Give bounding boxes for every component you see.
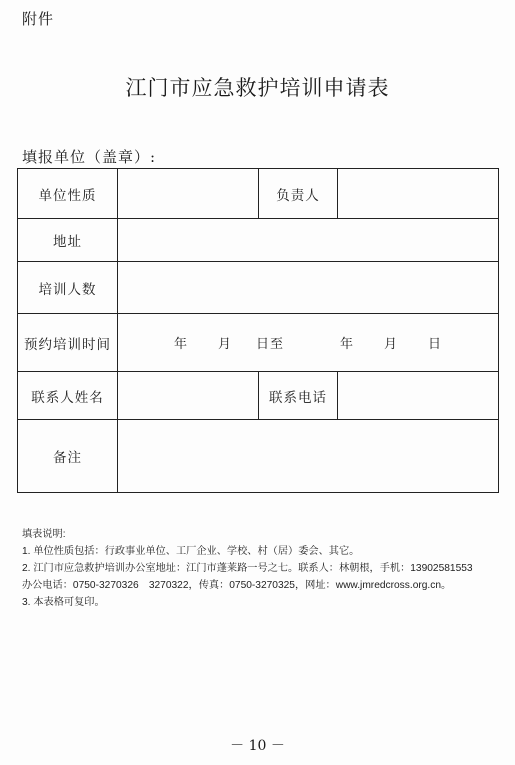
schedule-day-start-to: 日至 [255, 337, 284, 352]
contact-phone-field[interactable] [338, 372, 499, 420]
schedule-year-end: 年 [340, 337, 355, 352]
schedule-month-start: 月 [217, 337, 232, 352]
attachment-label: 附件 [22, 10, 55, 28]
notes-line-1: 1. 单位性质包括：行政事业单位、工厂企业、学校、村（居）委会、其它。 [22, 546, 360, 557]
schedule-year-start: 年 [173, 337, 188, 352]
address-field[interactable] [118, 219, 499, 262]
notes-line-3: 办公电话：0750-3270326 3270322，传真：0750-3270325，网址：www.jmredcross.org.cn。 [22, 580, 452, 591]
schedule-day-end: 日 [428, 337, 443, 352]
schedule-label: 预约培训时间 [18, 314, 118, 372]
page-number: － 10 － [230, 738, 285, 754]
application-form-table [17, 168, 499, 493]
person-in-charge-field[interactable] [338, 169, 499, 219]
remarks-field[interactable] [118, 420, 499, 493]
trainee-count-field[interactable] [118, 262, 499, 314]
notes-line-4: 3. 本表格可复印。 [22, 597, 105, 608]
remarks-label: 备注 [18, 420, 118, 493]
schedule-date-range [118, 333, 498, 352]
unit-nature-label: 单位性质 [18, 169, 118, 219]
schedule-month-end: 月 [384, 337, 399, 352]
address-label: 地址 [18, 219, 118, 262]
filling-instructions [22, 526, 502, 611]
contact-name-field[interactable] [118, 372, 259, 420]
page-title: 江门市应急救护培训申请表 [125, 76, 390, 100]
notes-line-2: 2. 江门市应急救护培训办公室地址：江门市蓬莱路一号之七。联系人：林朝根，手机：13902581553 [22, 563, 473, 574]
unit-nature-field[interactable] [118, 169, 259, 219]
trainee-count-label: 培训人数 [18, 262, 118, 314]
notes-heading: 填表说明: [22, 529, 66, 540]
contact-name-label: 联系人姓名 [18, 372, 118, 420]
contact-phone-label: 联系电话 [259, 372, 338, 420]
schedule-field[interactable] [118, 314, 499, 372]
fill-unit-label: 填报单位（盖章）: [22, 148, 157, 166]
person-in-charge-label: 负责人 [259, 169, 338, 219]
